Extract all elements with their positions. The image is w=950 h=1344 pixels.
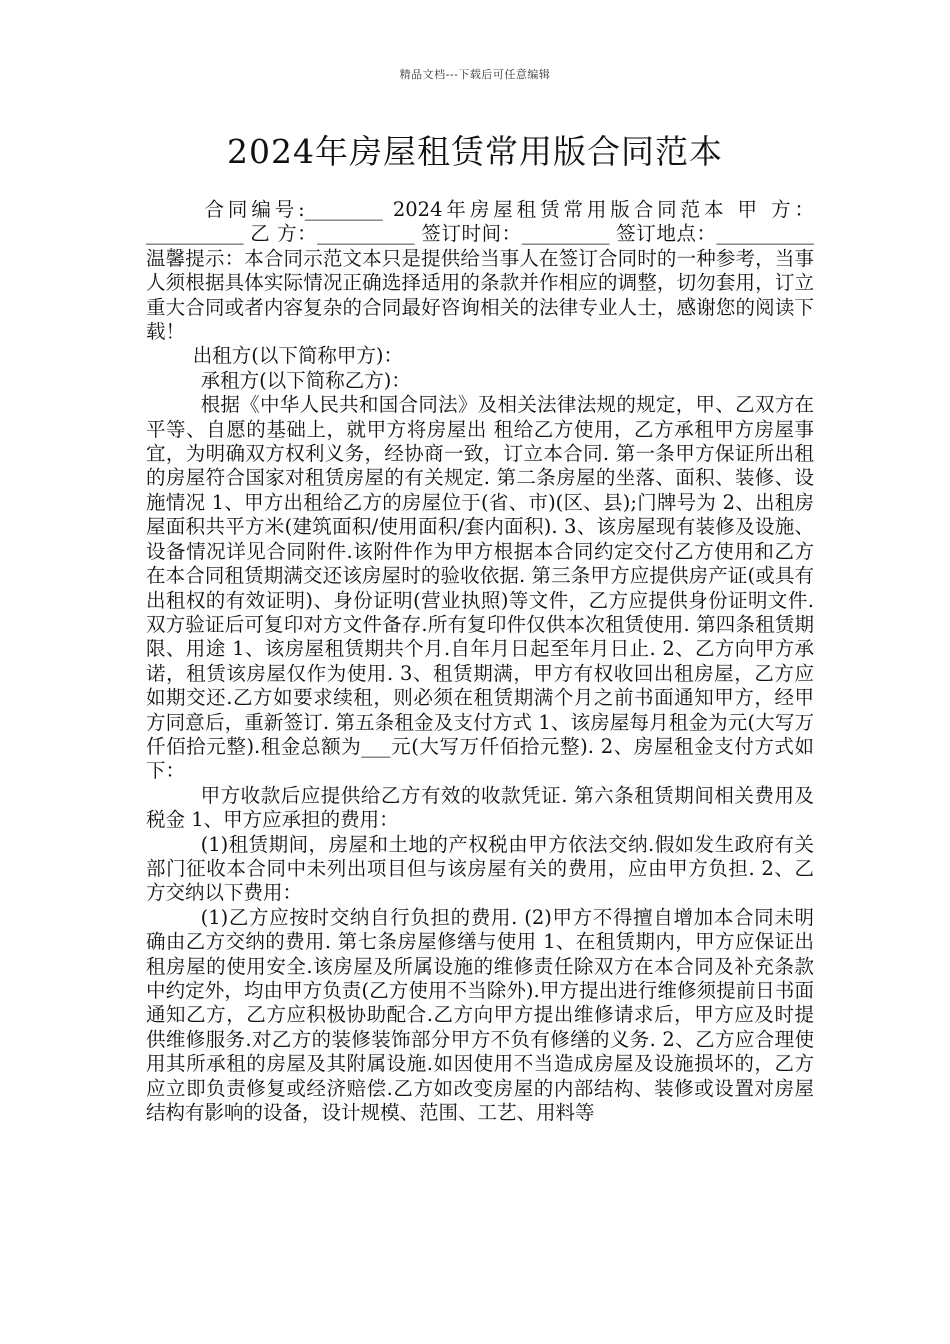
header-note: 精品文档---下载后可任意编辑 xyxy=(399,68,551,81)
lessor-fees-paragraph: (1)租赁期间，房屋和土地的产权税由甲方依法交纳.假如发生政府有关部门征收本合同中未列出项目但与该房屋有关的费用，应由甲方负担. 2、乙方交纳以下费用： xyxy=(146,832,814,905)
payment-receipt-paragraph: 甲方收款后应提供给乙方有效的收款凭证. 第六条租赁期间相关费用及税金 1、甲方应承担的费用： xyxy=(146,783,814,832)
document-title: 2024年房屋租赁常用版合同范本 xyxy=(227,132,723,171)
document-body xyxy=(146,198,814,1125)
lessee-fees-repair-paragraph: (1)乙方应按时交纳自行负担的费用. (2)甲方不得擅自增加本合同未明确由乙方交纳的费用. 第七条房屋修缮与使用 1、在租赁期内，甲方应保证出租房屋的使用安全.该房屋及所属设施的维修责任除双方在本合同及补充条款中约定外，均由甲方负责(乙方使用不当除外).甲方提出进行维修须提前日书面通知乙方，乙方应积极协助配合.乙方向甲方提出维修请求后，甲方应及时提供维修服务.对乙方的装修装饰部分甲方不负有修缮的义务. 2、乙方应合理使用其所承租的房屋及其附属设施.如因使用不当造成房屋及设施损坏的，乙方应立即负责修复或经济赔偿.乙方如改变房屋的内部结构、装修或设置对房屋结构有影响的设备，设计规模、范围、工艺、用料等 xyxy=(146,905,814,1125)
contract-terms-paragraph: 根据《中华人民共和国合同法》及相关法律法规的规定，甲、乙双方在平等、自愿的基础上，就甲方将房屋出 租给乙方使用，乙方承租甲方房屋事宜，为明确双方权利义务，经协商一致，订立本合同. 第一条甲方保证所出租的房屋符合国家对租赁房屋的有关规定. 第二条房屋的坐落、面积、装修、设施情况 1、甲方出租给乙方的房屋位于(省、市)(区、县);门牌号为 2、出租房屋面积共平方米(建筑面积/使用面积/套内面积). 3、该房屋现有装修及设施、设备情况详见合同附件.该附件作为甲方根据本合同约定交付乙方使用和乙方在本合同租赁期满交还该房屋时的验收依据. 第三条甲方应提供房产证(或具有出租权的有效证明)、身份证明(营业执照)等文件，乙方应提供身份证明文件.双方验证后可复印对方文件备存.所有复印件仅供本次租赁使用. 第四条租赁期限、用途 1、该房屋租赁期共个月.自年月日起至年月日止. 2、乙方向甲方承诺，租赁该房屋仅作为使用. 3、租赁期满，甲方有权收回出租房屋，乙方应如期交还.乙方如要求续租，则必须在租赁期满个月之前书面通知甲方，经甲方同意后，重新签订. 第五条租金及支付方式 1、该房屋每月租金为元(大写万仟佰拾元整).租金总额为___元(大写万仟佰拾元整). 2、房屋租金支付方式如下： xyxy=(146,393,814,783)
lessor-line: 出租方(以下简称甲方)： xyxy=(192,344,404,368)
contract-info-paragraph: 合同编号:________ 2024年房屋租赁常用版合同范本 甲 方：__________ 乙 方：__________ 签订时间：_________ 签订地点：__________ 温馨提示：本合同示范文本只是提供给当事人在签订合同时的一种参考，当事人须根据具体实际情况正确选择适用的条款并作相应的调整，切勿套用，订立重大合同或者内容复杂的合同最好咨询相关的法律专业人士，感谢您的阅读下载！ xyxy=(146,198,814,344)
lessee-line: 承租方(以下简称乙方)： xyxy=(200,368,411,392)
